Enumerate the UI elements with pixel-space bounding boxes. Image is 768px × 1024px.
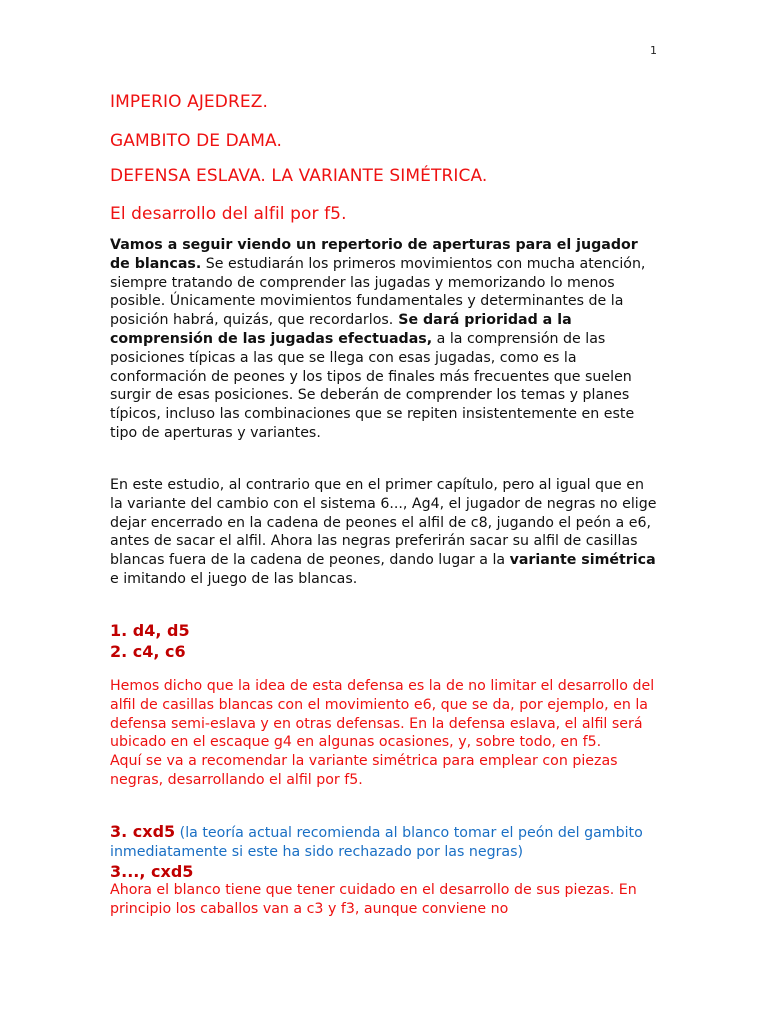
move-3-reply: 3..., cxd5 [110,862,194,881]
study-text-1: En este estudio, al contrario que en el primer capítulo, pero al igual que en la variante del cambio con el sistema 6..., Ag4, el jugador de negras no elige dejar encerrado en la cadena de peones el alfil de c8, jugando el peón a e6, antes de sacar el alfil. Ahora las negras preferirán sacar su alfil de casillas blancas fuera de la cadena de peones, dando lugar a la [110,477,657,569]
move-3-comment: (la teoría actual recomienda al blanco tomar el peón del gambito inmediatamente si este ha sido rechazado por las negras) [110,825,643,860]
idea-text-2: Aquí se va a recomendar la variante simétrica para emplear con piezas negras, desarrollando el alfil por f5. [110,753,618,788]
intro-text-1: Se estudiarán los primeros movimientos con mucha atención, siempre tratando de comprender las jugadas y memorizando lo menos posible. Únicamente movimientos fundamentales y determinantes de la posición habrá, quizás, que recordarlos. [110,255,646,329]
title-desarrollo: El desarrollo del alfil por f5. [110,204,347,224]
opening-moves [110,620,190,662]
move-1: 1. d4, d5 [110,621,190,640]
intro-bold-1: Vamos a seguir viendo un repertorio de aperturas para el jugador de blancas. [110,237,638,272]
intro-paragraph [110,236,660,443]
move-3: 3. cxd5 [110,822,176,841]
idea-paragraph [110,677,660,790]
intro-bold-2: Se dará prioridad a la comprensión de las jugadas efectuadas, [110,312,572,347]
move-3-line [110,822,670,862]
intro-text-2: a la comprensión de las posiciones típicas a las que se llega con esas jugadas, como es la conformación de peones y los tipos de finales más frecuentes que suelen surgir de esas posiciones. Se deberán de comprender los temas y planes típicos, incluso las combinaciones que se repiten insistentemente en este tipo de aperturas y variantes. [110,330,635,441]
title-gambito: GAMBITO DE DAMA. [110,131,282,151]
development-paragraph: Ahora el blanco tiene que tener cuidado en el desarrollo de sus piezas. En principio los caballos van a c3 y f3, aunque conviene no [110,882,637,917]
idea-text-1: Hemos dicho que la idea de esta defensa es la de no limitar el desarrollo del alfil de casillas blancas con el movimiento e6, que se da, por ejemplo, en la defensa semi-eslava y en otras defensas. En la defensa eslava, el alfil será ubicado en el escaque g4 en algunas ocasiones, y, sobre todo, en f5. [110,678,655,751]
title-defensa: DEFENSA ESLAVA. LA VARIANTE SIMÉTRICA. [110,166,488,186]
title-imperio: IMPERIO AJEDREZ. [110,92,268,112]
study-bold: variante simétrica [509,552,656,569]
study-paragraph [110,476,660,589]
move-2: 2. c4, c6 [110,642,186,661]
page-number: 1 [650,44,657,57]
study-text-2: e imitando el juego de las blancas. [110,570,358,587]
